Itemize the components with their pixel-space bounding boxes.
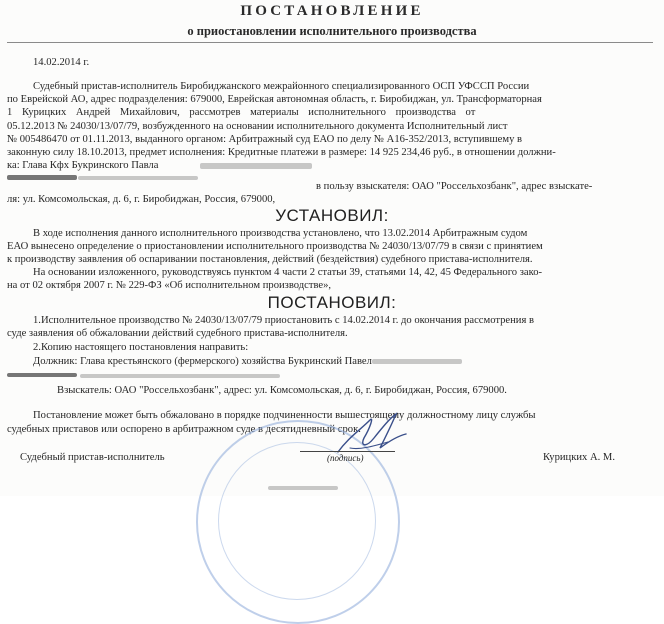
- redacted-text: [78, 176, 198, 180]
- intro-line: ка: Глава Кфх Букринского Павла: [7, 160, 159, 171]
- established-line: на от 02 октября 2007 г. № 229-ФЗ «Об исполнительном производстве»,: [7, 280, 332, 291]
- resolved-line: суде заявления об обжаловании действий судебного пристава-исполнителя.: [7, 328, 348, 339]
- signature-caption: (подпись): [327, 453, 364, 463]
- intro-line: ля: ул. Комсомольская, д. 6, г. Биробиджан, Россия, 679000,: [7, 194, 276, 205]
- intro-line: Судебный пристав-исполнитель Биробиджанского межрайонного специализированного ОСП УФССП России: [33, 81, 530, 92]
- established-line: На основании изложенного, руководствуясь пунктом 4 части 2 статьи 39, статьями 14, 42, 45 Федерального зако-: [33, 267, 543, 278]
- established-line: ЕАО вынесено определение о приостановлении исполнительного производства № 24030/13/07/79 в связи с принятием: [7, 241, 543, 252]
- title-divider: [7, 42, 653, 43]
- intro-line: законную силу 18.10.2013, предмет исполнения: Кредитные платежи в размере: 14 925 234,46 руб., в отношении должни-: [7, 147, 556, 158]
- intro-line: № 005486470 от 01.11.2013, выданного органом: Арбитражный суд ЕАО по делу № А16-352/2013, вступившему в: [7, 134, 523, 145]
- resolved-line: 1.Исполнительное производство № 24030/13/07/79 приостановить с 14.02.2014 г. до окончания рассмотрения в: [33, 315, 534, 326]
- signer-position: Судебный пристав-исполнитель: [20, 452, 165, 463]
- redacted-text: [268, 486, 338, 490]
- redacted-text: [80, 374, 280, 378]
- resolved-debtor: Должник: Глава крестьянского (фермерского) хозяйства Букринский Павел: [33, 356, 372, 367]
- resolved-claimant: Взыскатель: ОАО "Россельхозбанк", адрес: ул. Комсомольская, д. 6, г. Биробиджан, Россия, 679000.: [57, 385, 507, 396]
- redacted-text: [200, 163, 312, 169]
- redacted-text: [7, 175, 77, 180]
- signer-name: Курицких А. М.: [543, 452, 615, 463]
- appeal-line: судебных приставов или оспорено в арбитражном суде в десятидневный срок.: [7, 424, 361, 435]
- appeal-line: Постановление может быть обжаловано в порядке подчиненности вышестоящему должностному лицу службы: [33, 410, 536, 421]
- section-heading-established: УСТАНОВИЛ:: [275, 206, 389, 225]
- document-title: ПОСТАНОВЛЕНИЕ: [240, 3, 424, 19]
- intro-line: в пользу взыскателя: ОАО "Россельхозбанк", адрес взыскате-: [316, 181, 593, 192]
- signature-line: [300, 451, 395, 452]
- intro-line: по Еврейской АО, адрес подразделения: 679000, Еврейская автономная область, г. Биробиджан, ул. Трансформаторная: [7, 94, 542, 105]
- document-date: 14.02.2014 г.: [33, 57, 90, 68]
- established-line: В ходе исполнения данного исполнительного производства установлено, что 13.02.2014 Арбитражным судом: [33, 228, 528, 239]
- established-line: к производству заявления об оспаривании постановления, действий (бездействия) судебного пристава-исполнителя.: [7, 254, 533, 265]
- redacted-text: [372, 359, 462, 364]
- section-heading-resolved: ПОСТАНОВИЛ:: [267, 293, 397, 312]
- intro-line: 05.12.2013 № 24030/13/07/79, возбужденного на основании исполнительного документа Исполнительный лист: [7, 121, 508, 132]
- redacted-text: [7, 373, 77, 377]
- document-subtitle: о приостановлении исполнительного производства: [187, 24, 477, 38]
- intro-line: 1 Курицких Андрей Михайлович, рассмотрев материалы исполнительного производства от: [7, 107, 476, 118]
- official-stamp-ring: [218, 442, 376, 600]
- resolved-line: 2.Копию настоящего постановления направить:: [33, 342, 249, 353]
